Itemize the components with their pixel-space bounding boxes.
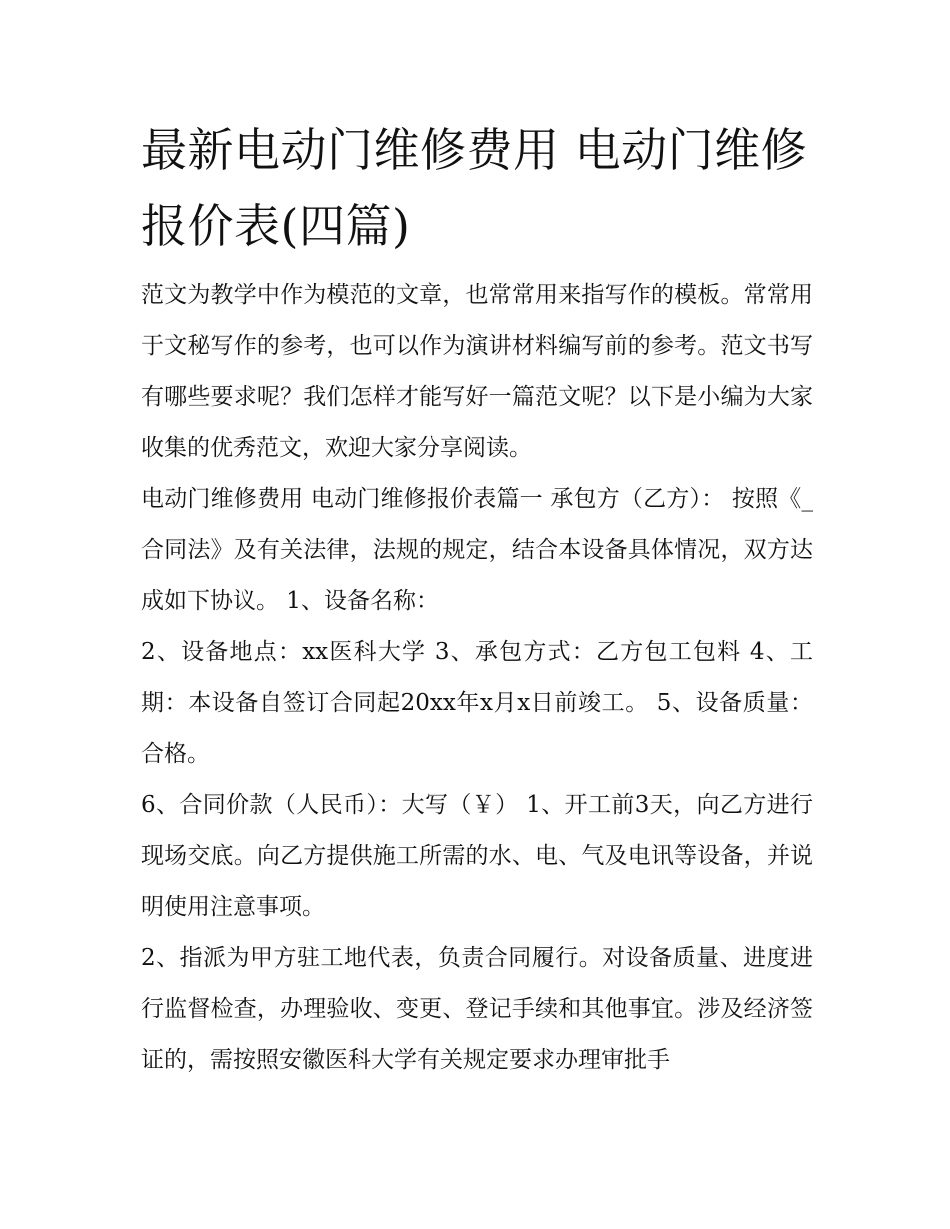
paragraph-contract-price: 6、合同价款（人民币）：大写（￥） 1、开工前3天，向乙方进行现场交底。向乙方提供施工所需的水、电、气及电讯等设备，并说明使用注意事项。 [141,792,813,920]
paragraph-representative: 2、指派为甲方驻工地代表，负责合同履行。对设备质量、进度进行监督检查，办理验收、变更、登记手续和其他事宜。涉及经济签证的，需按照安徽医科大学有关规定要求办理审批手 [141,945,813,1073]
paragraph-contract-intro: 电动门维修费用 电动门维修报价表篇一 承包方（乙方）： 按照《_合同法》及有关法律，法规的规定，结合本设备具体情况，双方达成如下协议。 1、设备名称： [141,486,813,614]
paragraph-equipment-details: 2、设备地点：xx医科大学 3、承包方式：乙方包工包料 4、工期：本设备自签订合同起20xx年x月x日前竣工。 5、设备质量：合格。 [141,639,813,767]
paragraph-intro: 范文为教学中作为模范的文章，也常常用来指写作的模板。常常用于文秘写作的参考，也可以作为演讲材料编写前的参考。范文书写有哪些要求呢？我们怎样才能写好一篇范文呢？以下是小编为大家收集的优秀范文，欢迎大家分享阅读。 [141,282,813,461]
document-title: 最新电动门维修费用 电动门维修报价表(四篇) [141,123,808,253]
document-body [141,112,813,1086]
